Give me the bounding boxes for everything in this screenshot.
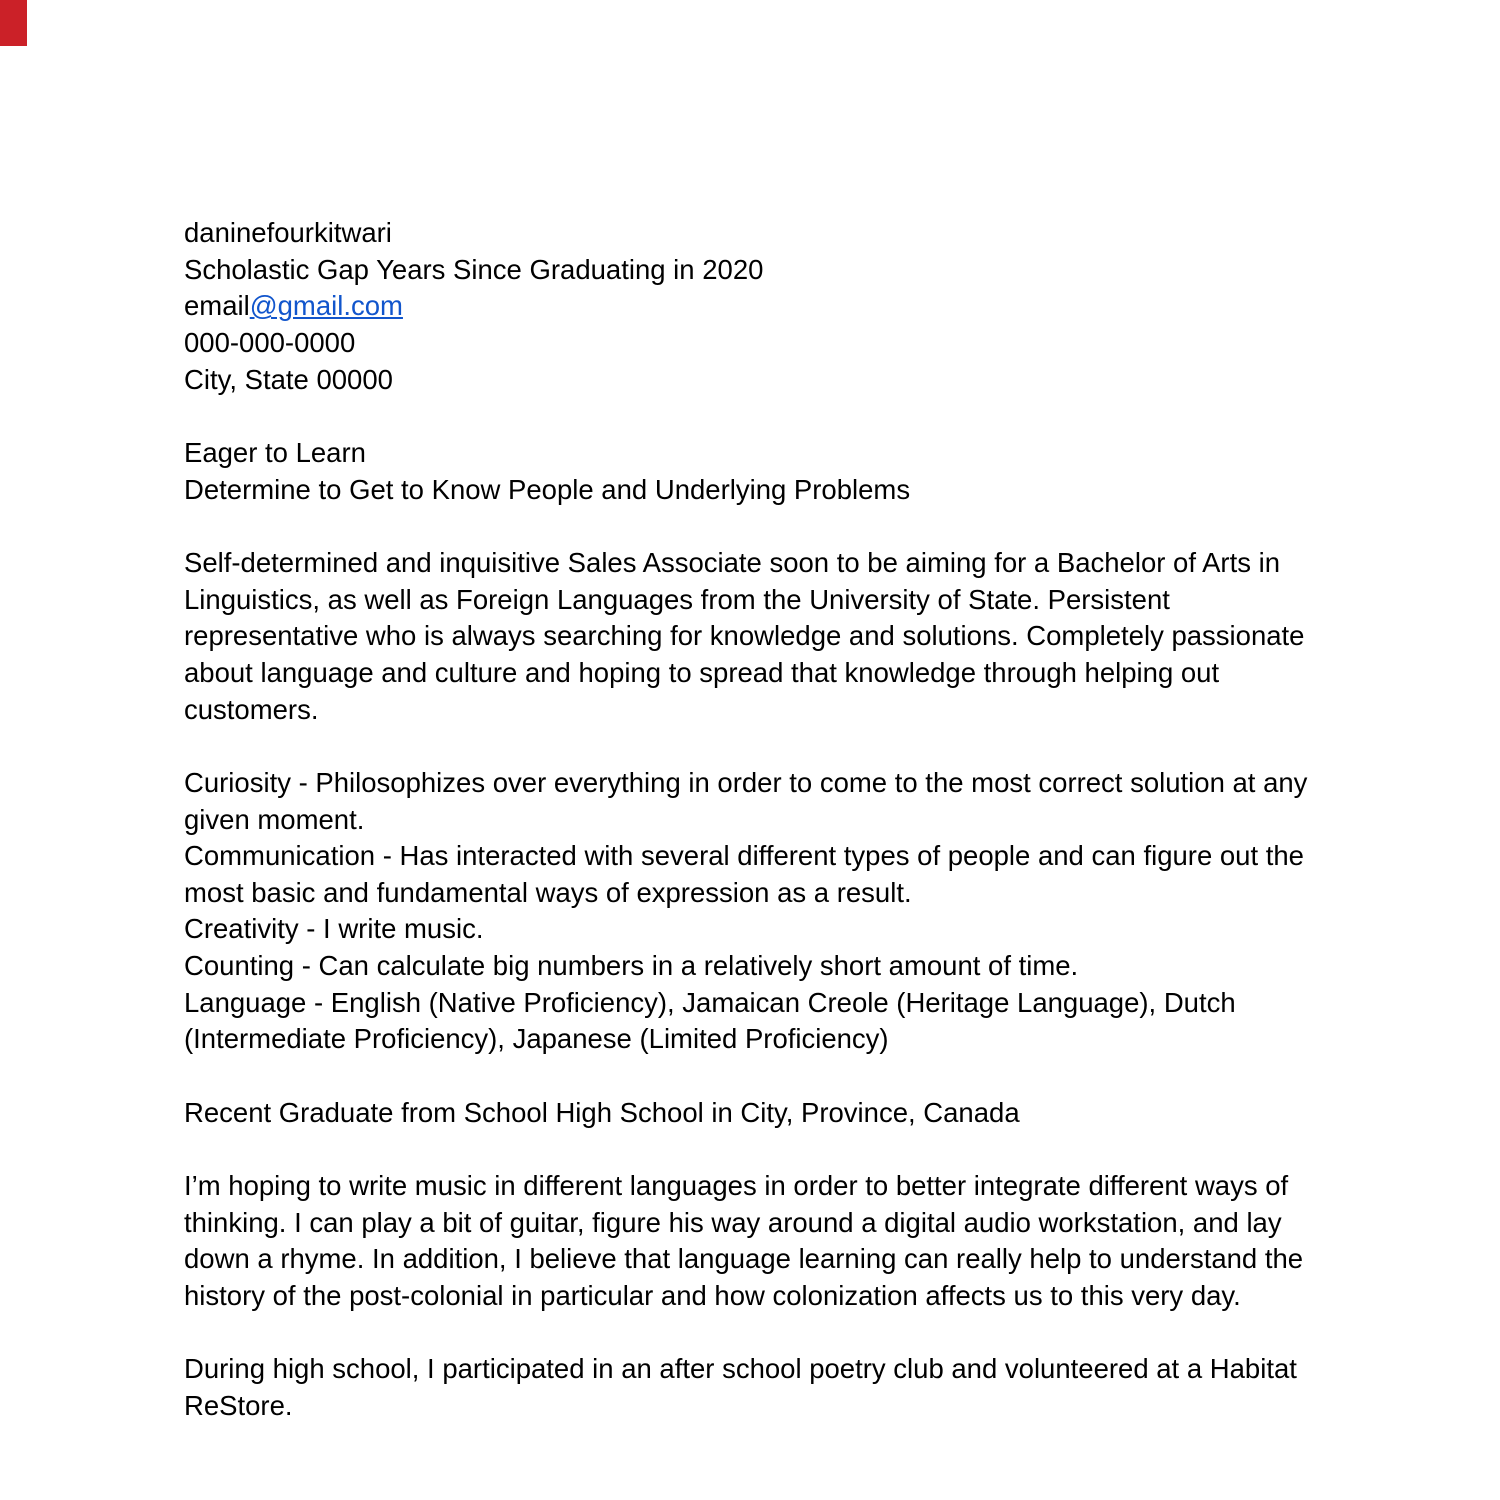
activities-line: ReStore. — [184, 1390, 293, 1421]
blank-line — [184, 508, 1307, 545]
blank-line — [184, 1058, 1307, 1095]
skills-line: Counting - Can calculate big numbers in a relatively short amount of time. — [184, 950, 1079, 982]
education-block — [184, 1095, 1307, 1132]
objective-line: thinking. I can play a bit of guitar, figure his way around a digital audio workstation, and lay — [184, 1206, 1282, 1238]
objective-line: I’m hoping to write music in different languages in order to better integrate different ways of — [184, 1170, 1289, 1202]
blank-line — [184, 1315, 1307, 1352]
summary-paragraph — [184, 545, 1307, 728]
objective-line: history of the post-colonial in particular and how colonization affects us to this very day. — [184, 1280, 1241, 1312]
summary-line: about language and culture and hoping to spread that knowledge through helping out — [184, 656, 1220, 688]
email-link[interactable]: @gmail.com — [249, 290, 403, 322]
skills-line: given moment. — [184, 803, 365, 835]
skills-line: Curiosity - Philosophizes over everything in order to come to the most correct solution at any — [184, 766, 1308, 798]
summary-line: Linguistics, as well as Foreign Languages from the University of State. Persistent — [184, 583, 1170, 615]
corner-red-accent — [0, 0, 27, 46]
headline-block — [184, 435, 1307, 508]
summary-line: representative who is always searching for knowledge and solutions. Completely passionate — [184, 620, 1305, 652]
blank-line — [184, 1131, 1307, 1168]
skills-line: (Intermediate Proficiency), Japanese (Limited Proficiency) — [184, 1023, 889, 1055]
objective-line: down a rhyme. In addition, I believe that language learning can really help to understand the — [184, 1243, 1304, 1275]
education-line: Recent Graduate from School High School in City, Province, Canada — [184, 1096, 1020, 1128]
email-label: email — [184, 290, 250, 322]
contact-tagline: Scholastic Gap Years Since Graduating in 2020 — [184, 253, 764, 285]
skills-line: Communication - Has interacted with several different types of people and can figure out the — [184, 840, 1304, 872]
objective-paragraph — [184, 1168, 1307, 1315]
summary-line: Self-determined and inquisitive Sales Associate soon to be aiming for a Bachelor of Arts in — [184, 546, 1281, 578]
contact-email-line — [184, 288, 1307, 325]
activities-line: During high school, I participated in an after school poetry club and volunteered at a Habitat — [184, 1353, 1297, 1385]
summary-line: customers. — [184, 693, 319, 725]
activities-paragraph — [184, 1351, 1307, 1424]
skills-line: most basic and fundamental ways of expression as a result. — [184, 876, 912, 908]
contact-location: City, State 00000 — [184, 363, 393, 395]
resume-document — [184, 215, 1307, 1425]
headline-line: Eager to Learn — [184, 436, 366, 468]
contact-username: daninefourkitwari — [184, 217, 392, 248]
skills-line: Creativity - I write music. — [184, 913, 484, 945]
blank-line — [184, 398, 1307, 435]
skills-block — [184, 765, 1307, 1058]
skills-line: Language - English (Native Proficiency), Jamaican Creole (Heritage Language), Dutch — [184, 986, 1236, 1018]
headline-line: Determine to Get to Know People and Underlying Problems — [184, 473, 911, 505]
contact-block — [184, 215, 1307, 398]
contact-phone: 000-000-0000 — [184, 326, 356, 358]
blank-line — [184, 728, 1307, 765]
